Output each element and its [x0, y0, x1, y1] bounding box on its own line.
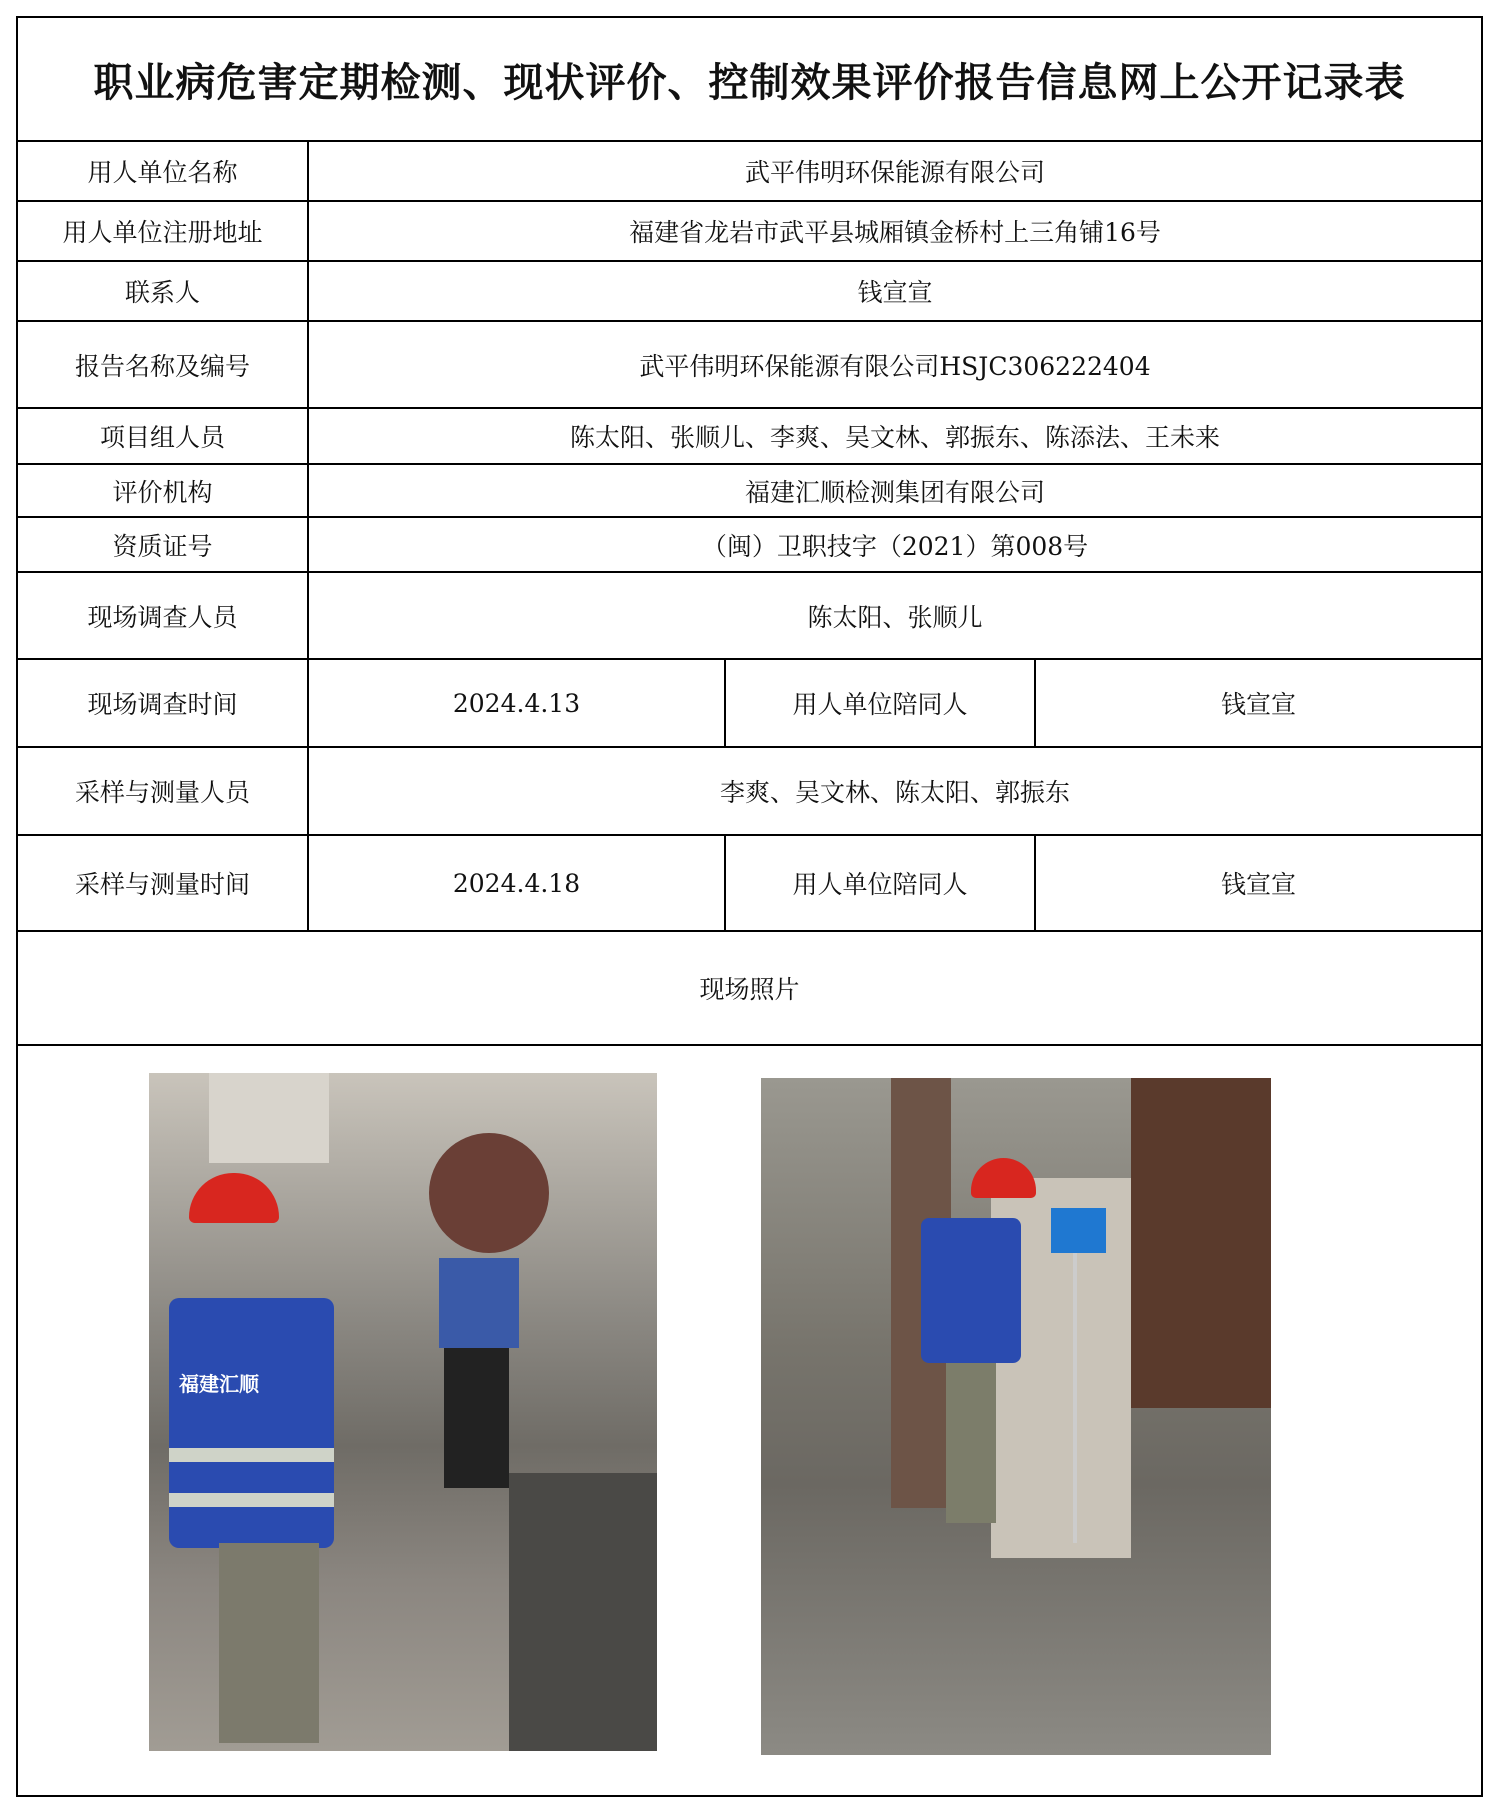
worker-2-trousers [444, 1348, 509, 1488]
label: 现场调查人员 [18, 573, 309, 658]
row-sampling-time [18, 836, 1481, 932]
vest-text: 福建汇顺 [179, 1372, 259, 1396]
sampling-instrument [1051, 1208, 1106, 1253]
label: 用人单位名称 [18, 142, 309, 200]
value: 陈太阳、张顺儿 [807, 602, 983, 632]
row-survey-staff [18, 573, 1481, 660]
worker-2 [439, 1258, 519, 1348]
value: 福建省龙岩市武平县城厢镇金桥村上三角铺16号 [629, 218, 1161, 247]
row-cert [18, 518, 1481, 573]
safety-vest [169, 1298, 334, 1548]
safety-vest [921, 1218, 1021, 1363]
label: 评价机构 [18, 465, 309, 516]
helmet [971, 1158, 1036, 1198]
value: 武平伟明环保能源有限公司HSJC306222404 [639, 351, 1151, 381]
site-photo-1 [149, 1073, 657, 1751]
rusty-bin [1131, 1078, 1271, 1408]
reflective-stripe [169, 1448, 334, 1462]
row-sampling-staff [18, 748, 1481, 836]
row-survey-time [18, 660, 1481, 748]
helmet [189, 1173, 279, 1223]
value: 福建汇顺检测集团有限公司 [744, 477, 1045, 507]
escort-label: 用人单位陪同人 [726, 660, 1036, 746]
label: 报告名称及编号 [18, 322, 309, 407]
tripod [1073, 1253, 1077, 1543]
floor-grate [509, 1473, 657, 1751]
row-company-name [18, 142, 1481, 202]
escort-value: 钱宣宣 [1220, 690, 1296, 719]
row-contact [18, 262, 1481, 322]
value: 2024.4.13 [309, 660, 726, 746]
value: 武平伟明环保能源有限公司 [744, 158, 1045, 187]
label: 现场调查时间 [18, 660, 309, 746]
trousers [219, 1543, 319, 1743]
label: 项目组人员 [18, 409, 309, 463]
escort-label: 用人单位陪同人 [726, 836, 1036, 930]
label: 采样与测量人员 [18, 748, 309, 834]
label: 联系人 [18, 262, 309, 320]
row-report [18, 322, 1481, 409]
row-agency [18, 465, 1481, 518]
ducting [209, 1073, 329, 1163]
page-title: 职业病危害定期检测、现状评价、控制效果评价报告信息网上公开记录表 [18, 18, 1481, 142]
row-photos-header [18, 932, 1481, 1046]
label: 现场照片 [699, 975, 800, 1004]
row-team [18, 409, 1481, 465]
value: 李爽、吴文林、陈太阳、郭振东 [719, 778, 1070, 807]
record-table [16, 16, 1483, 1797]
reflective-stripe [169, 1493, 334, 1507]
value: 陈太阳、张顺儿、李爽、吴文林、郭振东、陈添法、王未来 [569, 423, 1220, 452]
escort-value: 钱宣宣 [1220, 870, 1296, 899]
label: 采样与测量时间 [18, 836, 309, 930]
machine [429, 1133, 549, 1253]
site-photo-2 [761, 1078, 1271, 1755]
value: 2024.4.18 [309, 836, 726, 930]
value: （闽）卫职技字（2021）第008号 [701, 531, 1089, 561]
label: 资质证号 [18, 518, 309, 571]
value: 钱宣宣 [857, 278, 933, 307]
row-address [18, 202, 1481, 262]
label: 用人单位注册地址 [18, 202, 309, 260]
trousers [946, 1363, 996, 1523]
